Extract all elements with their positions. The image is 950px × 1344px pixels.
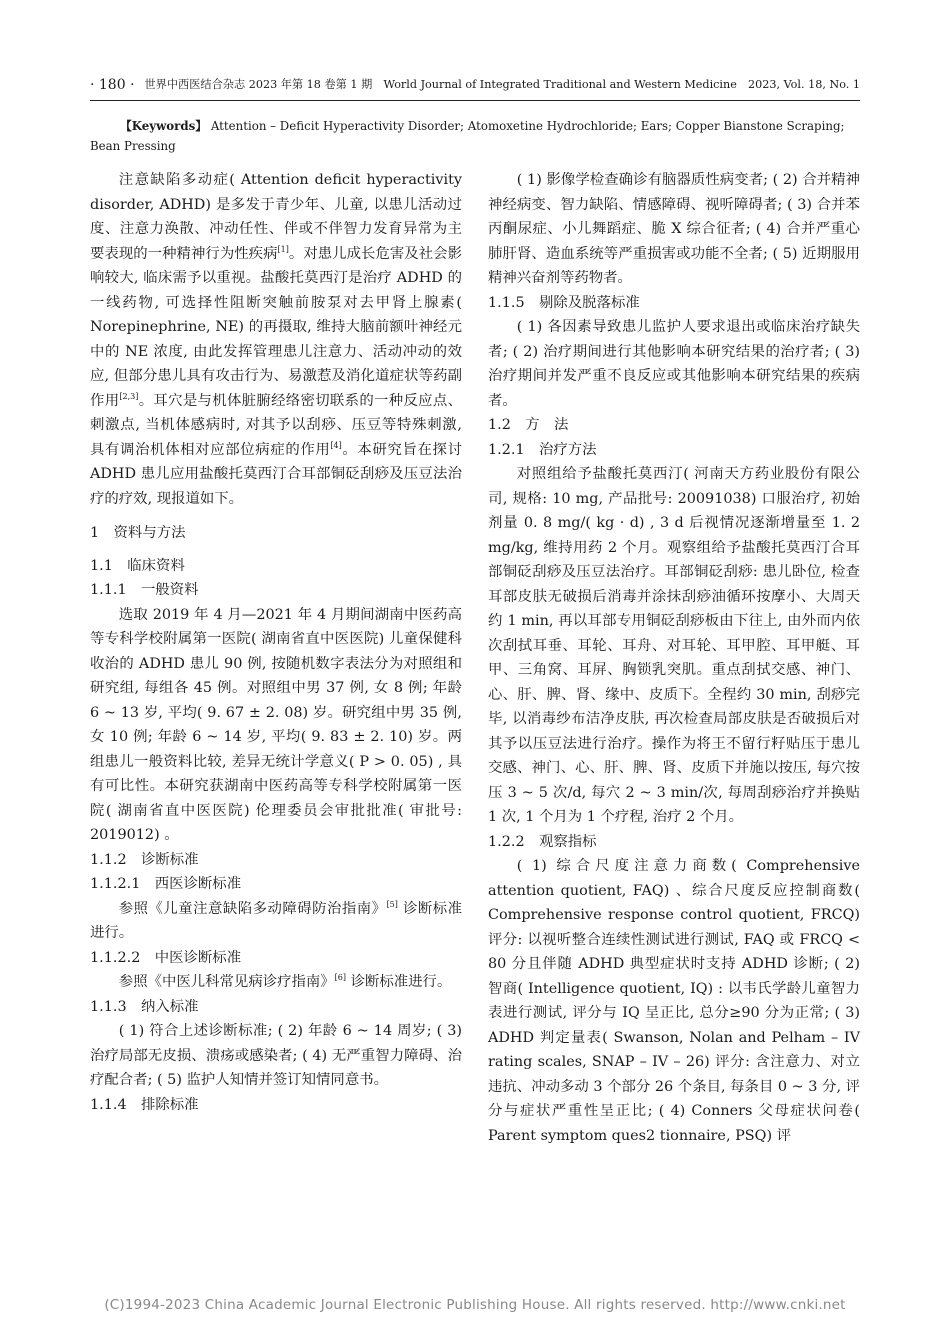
section-heading-1-1-3: 1.1.3 纳入标准	[90, 998, 199, 1015]
reference-6: [6]	[334, 973, 347, 982]
western-diagnosis-paragraph	[90, 897, 462, 946]
indicators-paragraph: ( 1) 综合尺度注意力商数( Comprehensive attention quotient, FAQ) 、综合尺度反应控制商数( Comprehensive response control quotient, FRCQ) 评分: 以视听整合连续性测试进行测试, FAQ 或 FRCQ < 80 分且伴随 ADHD 典型症状时支持 ADHD 诊断; ( 2) 智商( Intelligence quotient, IQ) : 以韦氏学龄儿童智力表进行测试, 评分与 IQ 呈正比, 总分≥90 分为正常; ( 3) ADHD 判定量表( Swanson, Nolan and Pelham – IV rating scales, SNAP – IV – 26) 评分: 含注意力、对立违抗、冲动多动 3 个部分 26 个条目, 每条目 0 ~ 3 分, 评分与症状严重性呈正比; ( 4) Conners 父母症状问卷( Parent symptom ques2 tionnaire, PSQ) 评	[488, 858, 860, 1144]
keywords-block	[90, 116, 860, 156]
section-heading-1-1-1: 1.1.1 一般资料	[90, 582, 199, 598]
section-heading-1-1-2: 1.1.2 诊断标准	[90, 851, 199, 868]
section-heading-1-1-4: 1.1.4 排除标准	[90, 1096, 199, 1113]
dropout-paragraph: ( 1) 各因素导致患儿监护人要求退出或临床治疗缺失者; ( 2) 治疗期间进行其他影响本研究结果的治疗者; ( 3) 治疗期间并发严重不良反应或其他影响本研究结果的疾病者。	[488, 319, 860, 409]
section-heading-1-2: 1.2 方 法	[488, 417, 569, 433]
reference-4: [4]	[330, 440, 342, 450]
tcm-diagnosis-text-end: 诊断标准进行。	[350, 974, 452, 990]
header-rule	[90, 100, 860, 101]
intro-text-1: 注意缺陷多动症( Attention deficit hyperactivity disorder, ADHD) 是多发于青少年、儿童, 以患儿活动过度、注意力涣散、冲动任性、伴或不伴智力发育异常为主要表现的一种精神行为性疾病	[90, 172, 462, 262]
section-heading-1-2-1: 1.2.1 治疗方法	[488, 441, 597, 458]
section-heading-1-2-2: 1.2.2 观察指标	[488, 833, 597, 850]
treatment-paragraph: 对照组给予盐酸托莫西汀( 河南天方药业股份有限公司, 规格: 10 mg, 产品批号: 20091038) 口服治疗, 初始剂量 0. 8 mg/( kg · d) , 3 d 后视情况逐渐增量至 1. 2 mg/kg, 维持用药 2 个月。观察组给予盐酸托莫西汀合耳部铜砭刮痧及压豆法治疗。耳部铜砭刮痧: 患儿卧位, 检查耳部皮肤无破损后消毒并涂抹刮痧油循环按摩小、大周天约 1 min, 再以耳部专用铜砭刮痧板由下往上, 由外而内依次刮拭耳垂、耳轮、耳舟、对耳轮、耳甲腔、耳甲艇、耳甲、三角窝、耳屏、胸锁乳突肌。重点刮拭交感、神门、心、肝、脾、肾、缘中、皮质下。全程约 30 min, 刮痧完毕, 以消毒纱布洁净皮肤, 再次检查局部皮肤是否破损后对其予以压豆法进行治疗。操作为将王不留行籽贴压于患儿交感、神门、心、肝、脾、肾、皮质下并施以按压, 每穴按压 3 ~ 5 次/d, 每穴 2 ~ 3 min/次, 每周刮痧治疗并换贴 1 次, 1 个月为 1 个疗程, 治疗 2 个月。	[488, 466, 860, 825]
page-number: · 180 ·	[90, 77, 135, 93]
section-heading-1-1-5: 1.1.5 剔除及脱落标准	[488, 294, 640, 311]
intro-text-4: 。本研究旨在探讨 ADHD 患儿应用盐酸托莫西汀合耳部铜砭刮痧及压豆法治疗的疗效, 现报道如下。	[90, 441, 462, 507]
tcm-diagnosis-paragraph	[90, 970, 462, 995]
western-diagnosis-text-end: 诊断标准进行。	[90, 900, 462, 941]
running-title: 世界中西医结合杂志 2023 年第 18 卷第 1 期 World Journal of Integrated Traditional and Western Medicine 2023, Vol. 18, No. 1	[144, 78, 860, 91]
intro-text-2: 。对患儿成长危害及社会影响较大, 临床需予以重视。盐酸托莫西汀是治疗 ADHD 的一线药物, 可选择性阻断突触前胺泵对去甲肾上腺素( Norepinephrine, NE) 的再摄取, 维持大脑前额叶神经元中的 NE 浓度, 由此发挥管理患儿注意力、活动冲动的效应, 但部分患儿具有攻击行为、易激惹及消化道症状等药副作用	[90, 245, 462, 409]
section-heading-1: 1 资料与方法	[90, 525, 186, 541]
exclusion-paragraph: ( 1) 影像学检查确诊有脑器质性病变者; ( 2) 合并精神神经病变、智力缺陷、情感障碍、视听障碍者; ( 3) 合并苯丙酮尿症、小儿舞蹈症、脆 X 综合征者; ( 4) 合并严重心肺肝肾、造血系统等严重损害或功能不全者; ( 5) 近期服用精神兴奋剂等药物者。	[488, 172, 860, 286]
page-header	[90, 72, 860, 98]
reference-5: [5]	[386, 899, 398, 909]
keywords-text: Attention – Deficit Hyperactivity Disorder; Atomoxetine Hydrochloride; Ears; Copper Bianstone Scraping; Bean Pressing	[90, 119, 845, 153]
section-heading-1-1-2-1: 1.1.2.1 西医诊断标准	[90, 876, 242, 892]
copyright-footer: (C)1994-2023 China Academic Journal Electronic Publishing House. All rights reserved. http://www.cnki.net	[104, 1297, 846, 1313]
tcm-diagnosis-text: 参照《中医儿科常见病诊疗指南》	[118, 974, 335, 990]
reference-2-3: [2,3]	[119, 391, 139, 401]
left-column	[90, 168, 462, 1117]
section-heading-1-1-2-2: 1.1.2.2 中医诊断标准	[90, 949, 242, 966]
inclusion-paragraph: ( 1) 符合上述诊断标准; ( 2) 年龄 6 ~ 14 周岁; ( 3) 治疗局部无皮损、溃疡或感染者; ( 4) 无严重智力障碍、治疗配合者; ( 5) 监护人知情并签订知情同意书。	[90, 1023, 462, 1088]
keywords-label: 【Keywords】	[120, 119, 208, 133]
western-diagnosis-text: 参照《儿童注意缺陷多动障碍防治指南》	[118, 900, 387, 917]
right-column	[488, 168, 860, 1148]
intro-paragraph	[90, 168, 462, 511]
section-heading-1-1: 1.1 临床资料	[90, 557, 185, 574]
general-data-paragraph: 选取 2019 年 4 月—2021 年 4 月期间湖南中医药高等专科学校附属第一医院( 湖南省直中医医院) 儿童保健科收治的 ADHD 患儿 90 例, 按随机数字表法分为对照组和研究组, 每组各 45 例。对照组中男 37 例, 女 8 例; 年龄 6 ~ 13 岁, 平均( 9. 67 ± 2. 08) 岁。研究组中男 35 例, 女 10 例; 年龄 6 ~ 14 岁, 平均( 9. 83 ± 2. 10) 岁。两组患儿一般资料比较, 差异无统计学意义( P > 0. 05) , 具有可比性。本研究获湖南中医药高等专科学校附属第一医院( 湖南省直中医医院) 伦理委员会审批批准( 审批号: 2019012) 。	[90, 606, 462, 843]
reference-1: [1]	[277, 244, 289, 254]
intro-text-3: 。耳穴是与机体脏腑经络密切联系的一种反应点、刺激点, 当机体感病时, 对其予以刮痧、压豆等特殊刺激, 具有调治机体相对应部位病症的作用	[90, 392, 462, 458]
